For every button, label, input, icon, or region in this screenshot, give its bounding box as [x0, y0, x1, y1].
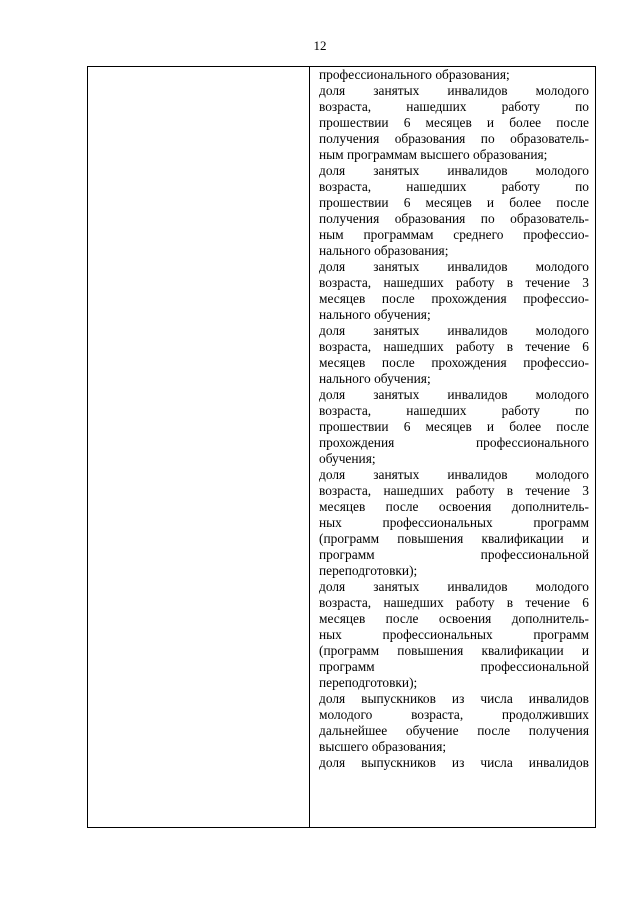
text-line: ным программам среднего профессио- — [319, 227, 589, 242]
text-line: переподготовки); — [319, 675, 418, 690]
text-line: возраста, нашедших работу в течение 6 — [319, 339, 589, 354]
text-line: возраста, нашедших работу в течение 3 — [319, 275, 589, 290]
text-line: (программ повышения квалификации и — [319, 531, 589, 546]
text-line: доля занятых инвалидов молодого — [319, 579, 589, 594]
page-number: 12 — [313, 38, 327, 53]
text-line: ных профессиональных программ — [319, 627, 589, 642]
text-line: возраста, нашедших работу по — [319, 179, 589, 194]
text-line: (программ повышения квалификации и — [319, 643, 589, 658]
text-line: нального обучения; — [319, 307, 431, 322]
text-line: доля занятых инвалидов молодого — [319, 323, 589, 338]
text-line: программ профессиональной — [319, 547, 589, 562]
text-line: программ профессиональной — [319, 659, 589, 674]
text-line: ным программам высшего образования; — [319, 147, 548, 162]
text-line: обучения; — [319, 451, 376, 466]
text-line: месяцев после освоения дополнитель- — [319, 499, 589, 514]
text-line: возраста, нашедших работу по — [319, 99, 589, 114]
text-line: получения образования по образователь- — [319, 131, 589, 146]
text-line: месяцев после прохождения профессио- — [319, 291, 589, 306]
text-line: возраста, нашедших работу в течение 3 — [319, 483, 589, 498]
text-line: прошествии 6 месяцев и более после — [319, 195, 589, 210]
text-line: нального обучения; — [319, 371, 431, 386]
text-line: доля выпускников из числа инвалидов — [319, 755, 589, 770]
text-line: получения образования по образователь- — [319, 211, 589, 226]
text-line: дальнейшее обучение после получения — [319, 723, 589, 738]
text-line: ных профессиональных программ — [319, 515, 589, 530]
text-line: возраста, нашедших работу по — [319, 403, 589, 418]
document-table — [87, 66, 596, 828]
text-line: доля занятых инвалидов молодого — [319, 259, 589, 274]
text-line: переподготовки); — [319, 563, 418, 578]
text-line: доля занятых инвалидов молодого — [319, 467, 589, 482]
table-left-column — [88, 67, 310, 827]
table-right-column — [310, 67, 595, 827]
text-line: доля занятых инвалидов молодого — [319, 387, 589, 402]
text-line: месяцев после прохождения профессио- — [319, 355, 589, 370]
text-line: доля занятых инвалидов молодого — [319, 163, 589, 178]
text-line: доля занятых инвалидов молодого — [319, 83, 589, 98]
text-line: возраста, нашедших работу в течение 6 — [319, 595, 589, 610]
text-line: молодого возраста, продолживших — [319, 707, 589, 722]
text-line: нального образования; — [319, 243, 449, 258]
text-line: месяцев после освоения дополнитель- — [319, 611, 589, 626]
text-line: профессионального образования; — [319, 67, 510, 82]
text-line: доля выпускников из числа инвалидов — [319, 691, 589, 706]
text-line: прошествии 6 месяцев и более после — [319, 419, 589, 434]
text-line: прохождения профессионального — [319, 435, 589, 450]
text-line: высшего образования; — [319, 739, 447, 754]
text-line: прошествии 6 месяцев и более после — [319, 115, 589, 130]
